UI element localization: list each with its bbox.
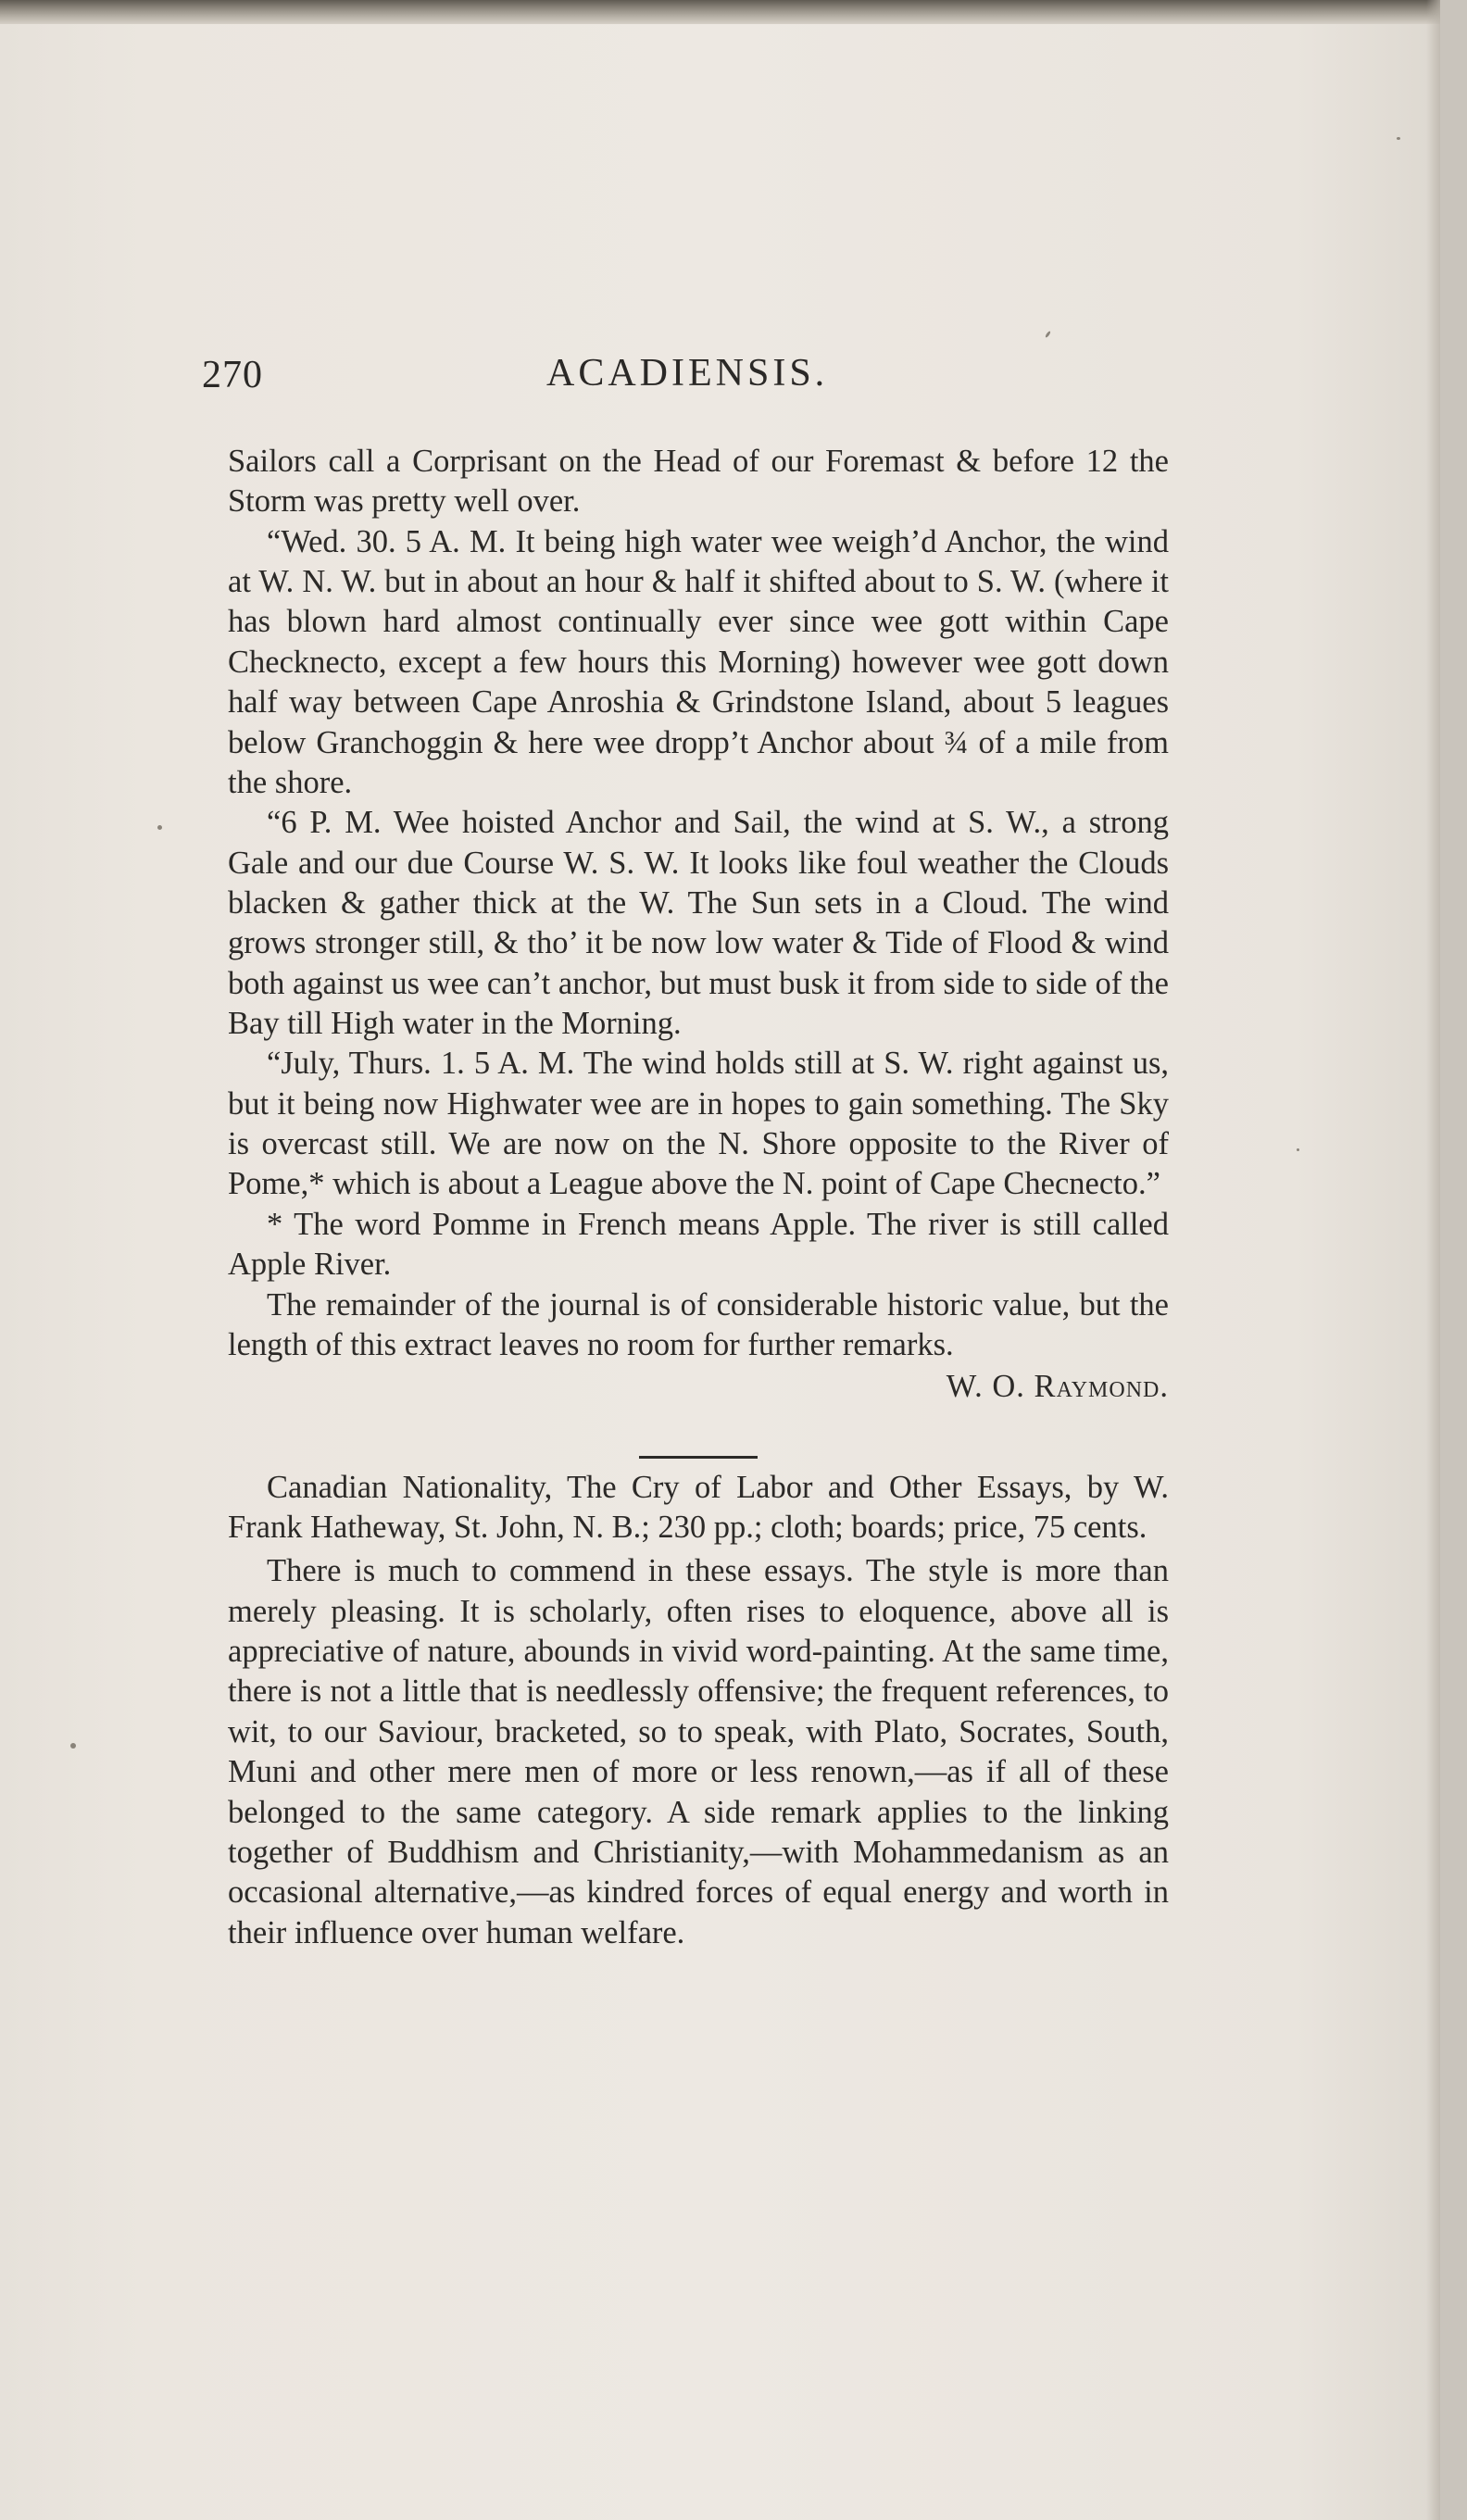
journal-paragraph: “July, Thurs. 1. 5 A. M. The wind holds still at S. W. right against us, but it being now Highwater wee are in hopes to gain something. The Sky is overcast still. We are now on the N. Shore opposite to the River of Pome,* which is about a League above the N. point of Cape Checnecto.” <box>228 1046 1169 1202</box>
review-citation: Canadian Nationality, The Cry of Labor and Other Essays, by W. Frank Hatheway, St. John, N. B.; 230 pp.; cloth; boards; price, 75 cents. <box>228 1469 1169 1545</box>
review-paragraph: There is much to commend in these essays. The style is more than merely pleasing. It is scholarly, often rises to eloquence, above all is appreciative of nature, abounds in vivid word-painting. At the same time, there is not a little that is needlessly offensive; the frequent references, to wit, to our Saviour, bracketed, so to speak, with Plato, Socrates, South, Muni and other mere men of more or less renown,—as if all of these belonged to the same category. A side remark applies to the linking together of Buddhism and Christianity,—with Mohammedanism as an occasional alternative,—as kindred forces of equal energy and worth in their influence over human welfare. <box>228 1553 1169 1950</box>
page-top-edge <box>0 0 1440 24</box>
paper-speck <box>70 1743 76 1749</box>
page-number: 270 <box>202 354 263 396</box>
author-signature: W. O. Raymond. <box>946 1369 1169 1405</box>
paper-speck <box>1045 331 1051 338</box>
journal-paragraph: “6 P. M. Wee hoisted Anchor and Sail, the wind at S. W., a strong Gale and our due Course W. S. W. It looks like foul weather the Clouds blacken & gather thick at the W. The Sun sets in a Cloud. The wind grows stronger still, & tho’ it be now low water & Tide of Flood & wind both against us wee can’t anchor, but must busk it from side to side of the Bay till High water in the Morning. <box>228 805 1169 1042</box>
running-title: ACADIENSIS. <box>546 352 829 395</box>
paper-speck <box>1297 1148 1299 1151</box>
page-body <box>228 442 1169 1953</box>
running-header <box>202 353 1165 408</box>
journal-paragraph: “Wed. 30. 5 A. M. It being high water wee weigh’d Anchor, the wind at W. N. W. but in about an hour & half it shifted about to S. W. (where it has blown hard almost continually ever since wee gott within Cape Checknecto, except a few hours this Morning) however wee gott down half way between Cape Anroshia & Grindstone Island, about 5 leagues below Granchoggin & here wee dropp’t Anchor about ¾ of a mile from the shore. <box>228 523 1169 800</box>
paper-speck <box>157 825 162 830</box>
closing-paragraph: The remainder of the journal is of considerable historic value, but the length of this extract leaves no room for further remarks. <box>228 1286 1169 1362</box>
section-divider <box>639 1456 758 1459</box>
footnote: * The word Pomme in French means Apple. The river is still called Apple River. <box>228 1206 1169 1283</box>
journal-paragraph: Sailors call a Corprisant on the Head of our Foremast & before 12 the Storm was pretty well over. <box>228 444 1169 520</box>
page-binding-edge <box>1426 0 1440 2520</box>
paper-speck <box>1397 137 1400 140</box>
